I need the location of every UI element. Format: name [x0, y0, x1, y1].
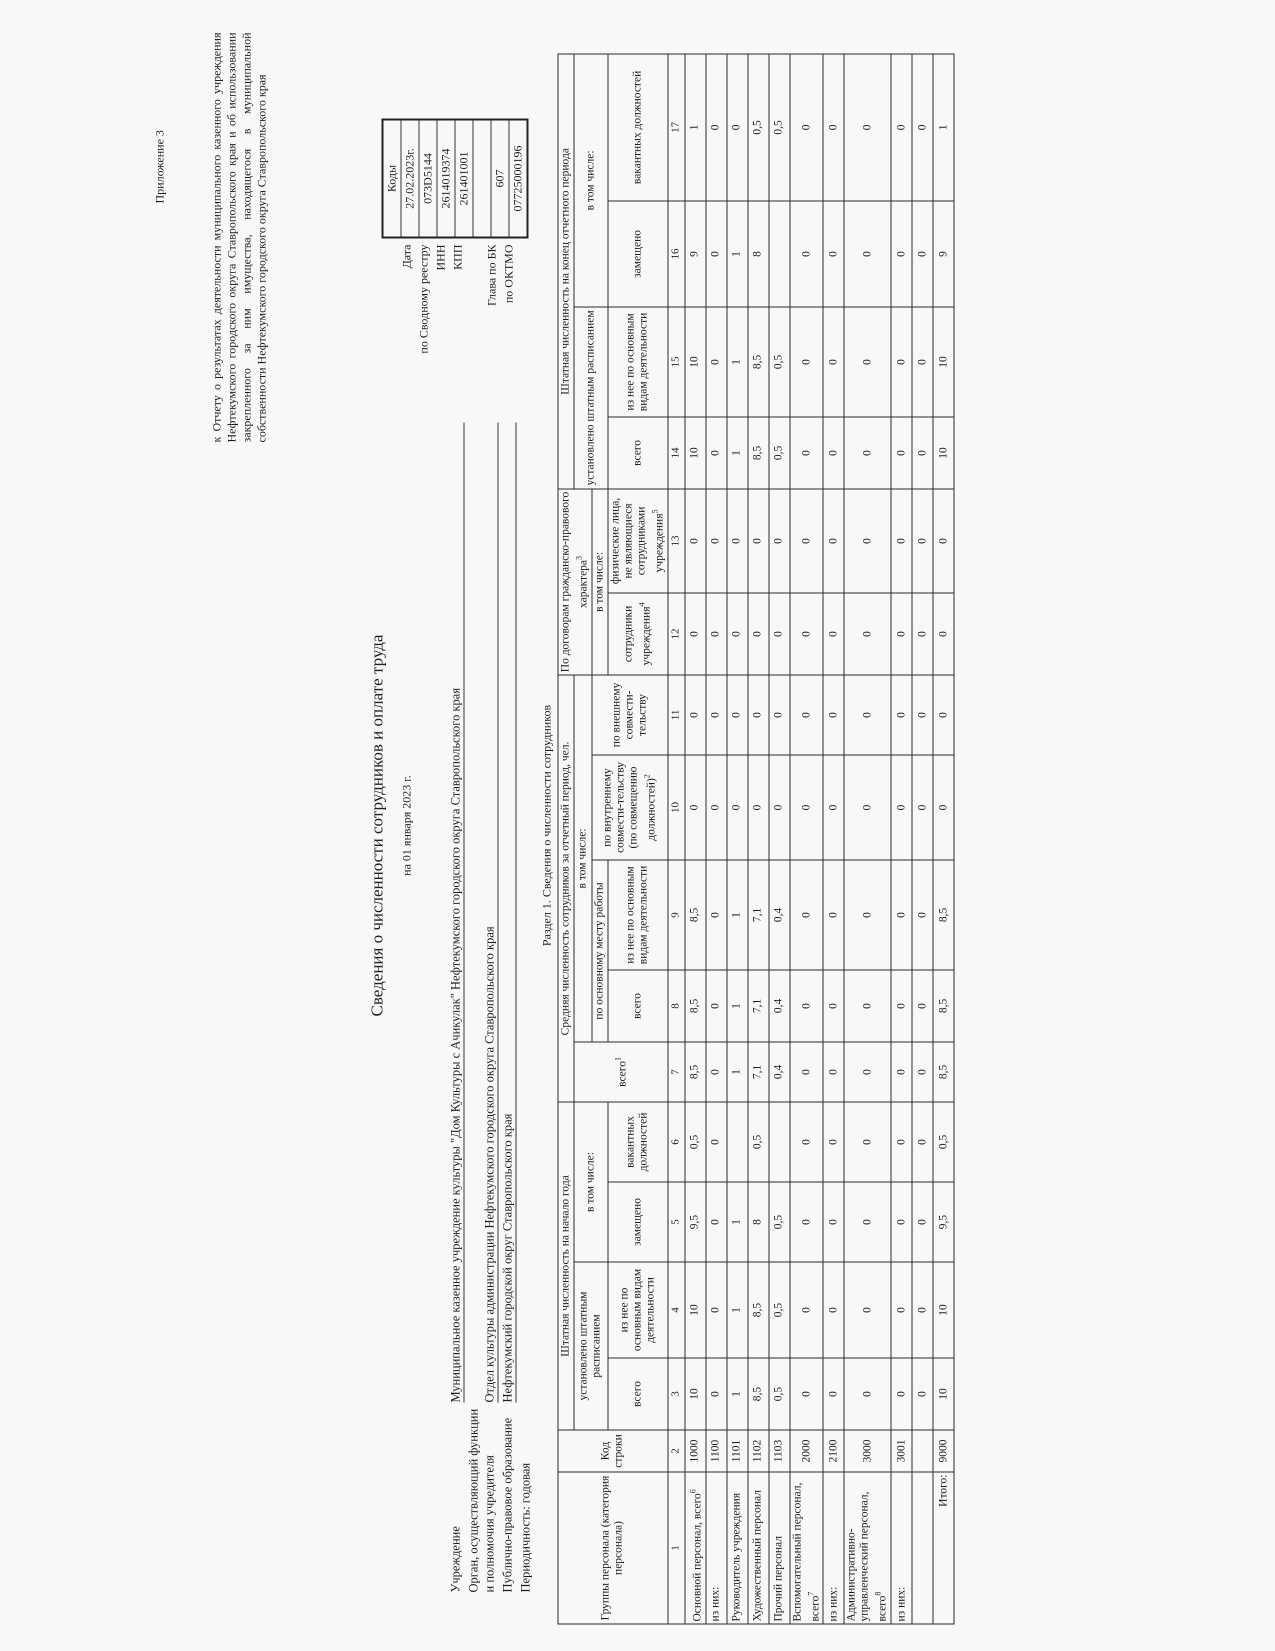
row-value: 0 [823, 54, 844, 201]
row-value [769, 1102, 790, 1182]
code-kpp: 261401001 [455, 120, 473, 238]
row-value: 10 [933, 307, 954, 417]
row-value: 0 [933, 675, 954, 755]
row-value: 0 [748, 755, 769, 860]
row-value: 0 [706, 675, 727, 755]
row-name: Руководитель учреждения [727, 1472, 748, 1624]
row-value: 0 [706, 1042, 727, 1102]
row-value: 0 [933, 593, 954, 675]
row-value: 0 [912, 970, 933, 1042]
header-start-total: всего [608, 1358, 668, 1430]
row-value: 0 [912, 860, 933, 970]
row-value: 1 [727, 307, 748, 417]
row-code: 2100 [823, 1430, 844, 1472]
row-name: Административно-управленческий персонал, всего$^8$ [844, 1472, 891, 1624]
column-number: 14 [668, 417, 685, 489]
row-value: 0 [912, 675, 933, 755]
codes-table [382, 119, 529, 239]
row-code: 1100 [706, 1430, 727, 1472]
row-value: 0 [891, 675, 912, 755]
row-value: 0,5 [748, 1102, 769, 1182]
column-number: 7 [668, 1042, 685, 1102]
header-end-total: всего [608, 417, 668, 489]
row-value: 0 [727, 675, 748, 755]
header-group: Группы персонала (категория персонала) [558, 1472, 668, 1624]
row-code: 3000 [844, 1430, 891, 1472]
row-value: 0 [844, 593, 891, 675]
row-value: 0 [706, 593, 727, 675]
document-title: Сведения о численности сотрудников и оплате труда [367, 634, 387, 1017]
row-code: 1102 [748, 1430, 769, 1472]
column-number: 4 [668, 1262, 685, 1358]
row-value: 0 [912, 417, 933, 489]
code-oktmo: 07725000196 [509, 120, 528, 238]
municipality-value: Нефтекумский городской округ Ставропольского края [500, 423, 517, 1403]
row-value: 0 [706, 489, 727, 593]
codes-label-oktmo: по ОКТМО [501, 244, 516, 304]
row-value: 0,5 [769, 1262, 790, 1358]
row-value: 0 [790, 489, 824, 593]
institution-label: Учреждение [448, 1526, 463, 1593]
row-value: 0,5 [748, 54, 769, 201]
header-contracts: По договорам гражданско-правового характера$^3$ [558, 489, 592, 675]
row-value: 0 [706, 1262, 727, 1358]
row-value: 0 [891, 1102, 912, 1182]
row-value: 1 [727, 1182, 748, 1262]
row-value: 7,1 [748, 1042, 769, 1102]
rotated-page [0, 1, 1275, 1651]
header-main-place: по основному месту работы [592, 860, 608, 1042]
row-name [912, 1472, 933, 1624]
row-value: 0 [790, 417, 824, 489]
row-value: 0 [891, 860, 912, 970]
row-value: 0 [844, 1042, 891, 1102]
row-value: 0,5 [769, 1182, 790, 1262]
row-value: 0 [844, 1262, 891, 1358]
row-value: 0 [891, 593, 912, 675]
row-value: 0 [891, 1262, 912, 1358]
header-start-filled: замещено [608, 1182, 668, 1262]
row-value: 0 [706, 54, 727, 201]
row-value: 0 [748, 675, 769, 755]
row-value: 0 [685, 755, 706, 860]
header-staff-end: Штатная численность на конец отчетного периода [558, 54, 574, 489]
row-value: 8,5 [748, 1358, 769, 1430]
row-value: 0,5 [685, 1102, 706, 1182]
column-number: 9 [668, 860, 685, 970]
row-value: 0,5 [769, 417, 790, 489]
table-row [891, 54, 912, 1624]
row-value: 1 [685, 54, 706, 201]
column-number: 15 [668, 307, 685, 417]
report-reference: к Отчету о результатах деятельности муниципального казенного учреждения Нефтекумского городского округа Ставропольского края и об использовании закрепленного за ним имущества, находящегося в муниципальной собственности Нефтекумского городского округа Ставропольского края [209, 32, 269, 443]
column-number: 6 [668, 1102, 685, 1182]
column-number-row [668, 54, 685, 1624]
row-value: 0 [844, 1182, 891, 1262]
column-number: 2 [668, 1430, 685, 1472]
row-value: 0 [912, 307, 933, 417]
row-value: 0 [912, 201, 933, 307]
row-value: 0 [823, 489, 844, 593]
header-individuals: физические лица, не являющиеся сотрудниками учреждения$^5$ [608, 489, 668, 593]
row-value: 0 [891, 54, 912, 201]
codes-label-kpp: КПП [450, 244, 465, 270]
row-value: 0 [891, 1182, 912, 1262]
row-value: 0 [912, 54, 933, 201]
row-value: 0 [912, 1102, 933, 1182]
table-row [790, 54, 824, 1624]
row-value: 1 [727, 1042, 748, 1102]
row-name: Итого: [933, 1472, 954, 1624]
column-number: 1 [668, 1472, 685, 1624]
row-value: 0 [844, 489, 891, 593]
row-value: 0 [790, 1102, 824, 1182]
column-number: 3 [668, 1358, 685, 1430]
header-end-main: из нее по основным видам деятельности [608, 307, 668, 417]
row-value: 0 [769, 593, 790, 675]
row-value: 9 [933, 201, 954, 307]
row-value: 0 [823, 593, 844, 675]
row-value: 0 [769, 675, 790, 755]
row-value: 10 [685, 307, 706, 417]
row-value: 1 [727, 201, 748, 307]
row-value: 0 [748, 593, 769, 675]
row-code: 3001 [891, 1430, 912, 1472]
row-value: 0 [706, 201, 727, 307]
row-value: 0 [844, 755, 891, 860]
row-value: 8 [748, 201, 769, 307]
row-value: 0 [706, 755, 727, 860]
row-value: 0 [891, 970, 912, 1042]
column-number: 11 [668, 675, 685, 755]
header-internal: по внутреннему совмести-тельству (по совмещению должностей)$^2$ [592, 755, 668, 860]
row-value: 0 [727, 489, 748, 593]
row-value: 0 [912, 1042, 933, 1102]
row-value: 0 [823, 970, 844, 1042]
header-avg-total: всего$^1$ [574, 1042, 668, 1102]
row-value: 1 [727, 970, 748, 1042]
row-value: 0 [823, 417, 844, 489]
municipality-label: Публично-правовое образование [500, 1417, 515, 1593]
row-value: 10 [685, 417, 706, 489]
row-value: 8,5 [933, 1042, 954, 1102]
row-value: 0 [790, 970, 824, 1042]
table-row [933, 54, 954, 1624]
row-value: 0 [685, 489, 706, 593]
row-code: 1000 [685, 1430, 706, 1472]
row-value: 0 [933, 489, 954, 593]
table-row [823, 54, 844, 1624]
header-avg-incl: в том числе: [574, 675, 592, 1042]
row-value: 0 [891, 307, 912, 417]
row-value: 0 [685, 675, 706, 755]
row-value: 0 [823, 307, 844, 417]
row-value: 0 [790, 860, 824, 970]
institution-value: Муниципальное казенное учреждение культуры "Дом Культуры с Ачикулак" Нефтекумского городского округа Ставропольского края [448, 423, 465, 1403]
column-number: 5 [668, 1182, 685, 1262]
row-value: 0 [844, 54, 891, 201]
row-value: 0 [706, 307, 727, 417]
row-value: 0 [912, 1358, 933, 1430]
row-name: из них: [706, 1472, 727, 1624]
row-value: 0 [790, 307, 824, 417]
row-value: 0 [844, 1358, 891, 1430]
row-value: 0 [790, 1042, 824, 1102]
header-established-end: установлено штатным расписанием [574, 307, 608, 489]
column-number: 17 [668, 54, 685, 201]
column-number: 13 [668, 489, 685, 593]
row-value: 0 [844, 1102, 891, 1182]
table-row [706, 54, 727, 1624]
row-value: 10 [933, 1358, 954, 1430]
row-value: 0 [823, 201, 844, 307]
row-value [769, 201, 790, 307]
row-value: 0 [912, 1262, 933, 1358]
row-value: 0 [706, 970, 727, 1042]
row-value: 0 [823, 1358, 844, 1430]
codes-label-registry: по Сводному реестру [416, 244, 431, 354]
row-value: 8,5 [685, 970, 706, 1042]
row-value: 0,5 [769, 307, 790, 417]
header-contracts-incl: в том числе: [592, 489, 608, 675]
table-row [769, 54, 790, 1624]
header-established: установлено штатным расписанием [574, 1262, 608, 1430]
row-value: 0 [790, 54, 824, 201]
codes-label-date: Дата [399, 244, 414, 269]
row-code [912, 1430, 933, 1472]
row-value: 1 [933, 54, 954, 201]
table-row [685, 54, 706, 1624]
row-code: 1101 [727, 1430, 748, 1472]
row-value: 0 [844, 675, 891, 755]
row-value: 0 [706, 1358, 727, 1430]
row-value: 0 [891, 489, 912, 593]
row-value: 7,1 [748, 970, 769, 1042]
row-value: 0 [891, 417, 912, 489]
header-end-vacant: вакантных должностей [608, 54, 668, 201]
founder-value: Отдел культуры администрации Нефтекумского городского округа Ставропольского края [482, 423, 499, 1403]
codes-title: Коды [383, 120, 402, 238]
header-start-main: из нее по основным видам деятельности [608, 1262, 668, 1358]
row-value: 0 [823, 1042, 844, 1102]
row-value: 8,5 [685, 1042, 706, 1102]
row-value: 8,5 [933, 860, 954, 970]
row-name: из них: [891, 1472, 912, 1624]
row-value: 10 [685, 1358, 706, 1430]
table-row [727, 54, 748, 1624]
row-value: 10 [933, 417, 954, 489]
row-value: 9,5 [933, 1182, 954, 1262]
header-start-vacant: вакантных должностей [608, 1102, 668, 1182]
row-value: 8,5 [933, 970, 954, 1042]
code-date: 27.02.2023г. [401, 120, 419, 238]
table-row [844, 54, 891, 1624]
row-value: 0,5 [933, 1102, 954, 1182]
column-number: 8 [668, 970, 685, 1042]
row-value: 0 [891, 1042, 912, 1102]
row-value [727, 1102, 748, 1182]
row-value: 0 [706, 417, 727, 489]
row-value: 0 [790, 593, 824, 675]
row-value: 9,5 [685, 1182, 706, 1262]
row-value: 0 [891, 201, 912, 307]
row-value: 0 [790, 1182, 824, 1262]
row-value: 0,4 [769, 860, 790, 970]
row-value: 0 [844, 417, 891, 489]
row-value: 8 [748, 1182, 769, 1262]
row-value: 0 [790, 1358, 824, 1430]
row-name: из них: [823, 1472, 844, 1624]
row-code: 1103 [769, 1430, 790, 1472]
code-empty [473, 120, 491, 238]
row-value: 0 [912, 489, 933, 593]
row-value: 0 [823, 1182, 844, 1262]
row-value: 8,5 [748, 1262, 769, 1358]
row-value: 0 [790, 675, 824, 755]
table-row [912, 54, 933, 1624]
appendix-label: Приложение 3 [152, 130, 167, 204]
row-value: 0 [844, 860, 891, 970]
row-value: 10 [933, 1262, 954, 1358]
row-value: 0 [891, 1358, 912, 1430]
row-value: 0 [706, 1182, 727, 1262]
row-value: 0 [823, 860, 844, 970]
row-name: Художественный персонал [748, 1472, 769, 1624]
column-number: 10 [668, 755, 685, 860]
row-value: 0 [790, 201, 824, 307]
row-value: 0 [748, 489, 769, 593]
row-value: 0 [844, 307, 891, 417]
header-avg: Средняя численность сотрудников за отчетный период, чел. [558, 675, 574, 1102]
table-row [748, 54, 769, 1624]
row-value: 0 [823, 755, 844, 860]
row-value: 1 [727, 1262, 748, 1358]
header-staff-start: Штатная численность на начало года [558, 1102, 574, 1430]
row-value: 0 [823, 1262, 844, 1358]
row-name: Основной персонал, всего$^6$ [685, 1472, 706, 1624]
header-incl-start: в том числе: [574, 1102, 608, 1262]
row-value: 9 [685, 201, 706, 307]
periodicity: Периодичность: годовая [518, 1462, 533, 1593]
codes-label-inn: ИНН [433, 244, 448, 271]
row-value: 0 [769, 489, 790, 593]
founder-label-2: и полномочия учредителя [482, 1455, 497, 1593]
row-value: 0 [727, 755, 748, 860]
row-value: 0 [685, 593, 706, 675]
row-value: 0 [706, 860, 727, 970]
code-inn: 2614019374 [437, 120, 455, 238]
row-code: 9000 [933, 1430, 954, 1472]
column-number: 16 [668, 201, 685, 307]
header-main-total: всего [608, 970, 668, 1042]
header-main-activity: из нее по основным видам деятельности [608, 860, 668, 970]
row-value: 0,5 [769, 54, 790, 201]
row-value: 0 [769, 755, 790, 860]
row-name: Прочий персонал [769, 1472, 790, 1624]
header-end-filled: замещено [608, 201, 668, 307]
row-value: 0 [844, 201, 891, 307]
row-value: 8,5 [748, 417, 769, 489]
row-value: 1 [727, 1358, 748, 1430]
row-value: 0 [823, 1102, 844, 1182]
row-value: 0 [912, 755, 933, 860]
row-value: 0 [790, 1262, 824, 1358]
row-value: 1 [727, 417, 748, 489]
column-number: 12 [668, 593, 685, 675]
row-value: 0,4 [769, 970, 790, 1042]
founder-label-1: Орган, осуществляющий функции [466, 1408, 481, 1593]
header-incl-end: в том числе: [574, 54, 608, 307]
row-value: 0,5 [769, 1358, 790, 1430]
code-registry: 073D5144 [419, 120, 437, 238]
header-external: по внешнему совмести-тельству [592, 675, 668, 755]
row-value: 0 [933, 755, 954, 860]
codes-label-bk: Глава по БК [484, 244, 499, 306]
row-value: 0 [727, 54, 748, 201]
row-value: 7,1 [748, 860, 769, 970]
row-code: 2000 [790, 1430, 824, 1472]
row-value: 0 [823, 675, 844, 755]
row-name: Вспомогательный персонал, всего$^7$ [790, 1472, 824, 1624]
row-value: 0 [912, 1182, 933, 1262]
row-value: 0 [727, 593, 748, 675]
row-value: 0 [790, 755, 824, 860]
row-value: 0 [912, 593, 933, 675]
row-value: 8,5 [748, 307, 769, 417]
section-title: Раздел 1. Сведения о численности сотрудников [539, 704, 554, 947]
row-value: 8,5 [685, 860, 706, 970]
header-code: Код строки [558, 1430, 668, 1472]
row-value: 0 [891, 755, 912, 860]
row-value: 0 [706, 1102, 727, 1182]
staff-table [558, 53, 955, 1624]
row-value: 0,4 [769, 1042, 790, 1102]
row-value: 1 [727, 860, 748, 970]
report-date: на 01 января 2023 г. [399, 775, 414, 876]
header-employees: сотрудники учреждения$^4$ [608, 593, 668, 675]
row-value: 10 [685, 1262, 706, 1358]
row-value: 0 [844, 970, 891, 1042]
code-bk: 607 [491, 120, 509, 238]
